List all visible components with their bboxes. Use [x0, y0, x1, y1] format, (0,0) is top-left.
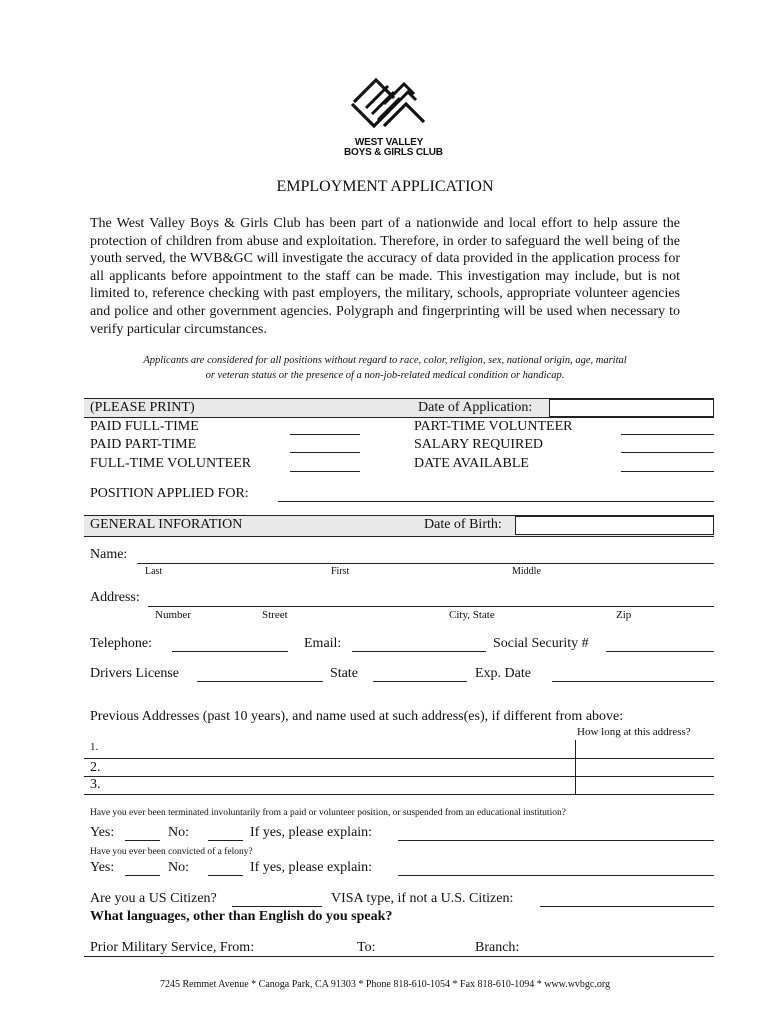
- visa-field[interactable]: [540, 906, 714, 907]
- telephone-field[interactable]: [172, 651, 288, 652]
- terminated-no-field[interactable]: [208, 840, 243, 841]
- full-time-volunteer-field[interactable]: [290, 471, 360, 472]
- eeo-statement-line1: Applicants are considered for all positions without regard to race, color, religion, sex, national origin, age, marital: [143, 355, 627, 366]
- part-time-volunteer-label: PART-TIME VOLUNTEER: [414, 419, 573, 434]
- divider: [84, 758, 714, 759]
- divider: [84, 417, 714, 418]
- divider: [84, 776, 714, 777]
- date-of-birth-label: Date of Birth:: [424, 517, 502, 532]
- terminated-question: Have you ever been terminated involuntarily from a paid or volunteer position, or suspended from an educational institution?: [90, 808, 566, 818]
- salary-required-field[interactable]: [621, 452, 714, 453]
- divider: [575, 740, 576, 794]
- military-to-label: To:: [357, 940, 376, 955]
- address-zip-caption: Zip: [616, 609, 632, 621]
- paid-full-time-field[interactable]: [290, 434, 360, 435]
- page-title: EMPLOYMENT APPLICATION: [276, 178, 494, 195]
- previous-address-row-2: 2.: [90, 760, 101, 775]
- email-label: Email:: [304, 636, 342, 651]
- address-field[interactable]: [148, 606, 714, 607]
- previous-addresses-label: Previous Addresses (past 10 years), and name used at such address(es), if different from above:: [90, 709, 624, 724]
- convicted-no-field[interactable]: [208, 875, 243, 876]
- convicted-yes-field[interactable]: [125, 875, 160, 876]
- ssn-label: Social Security #: [493, 636, 589, 651]
- military-from-label: Prior Military Service, From:: [90, 940, 255, 955]
- position-applied-field[interactable]: [278, 501, 714, 502]
- convicted-no-label: No:: [168, 860, 189, 875]
- previous-address-row-3: 3.: [90, 777, 101, 792]
- divider: [84, 794, 714, 795]
- footer-contact: 7245 Remmet Avenue * Canoga Park, CA 91303 * Phone 818-610-1054 * Fax 818-610-1094 * www.wvbgc.org: [159, 979, 611, 990]
- date-available-field[interactable]: [621, 471, 714, 472]
- name-field[interactable]: [137, 563, 714, 564]
- name-label: Name:: [90, 547, 128, 562]
- paid-part-time-label: PAID PART-TIME: [90, 437, 197, 452]
- us-citizen-field[interactable]: [232, 906, 322, 907]
- intro-paragraph: The West Valley Boys & Girls Club has been part of a nationwide and local effort to help assure the protection of children from abuse and exploitation. Therefore, in order to safeguard the well being of the youth served, the WVB&GC will investigate the accuracy of data provided in the application process for all applicants before appointment to the staff can be made. This investigation may include, but is not limited to, reference checking with past employers, the military, schools, appropriate volunteer agencies and police and other government agencies. Polygraph and fingerprinting will be used when necessary to verify particular circumstances.: [90, 216, 680, 337]
- please-print-label: (PLEASE PRINT): [90, 400, 195, 415]
- exp-date-field[interactable]: [552, 681, 714, 682]
- club-logo: [344, 74, 443, 158]
- convicted-yes-label: Yes:: [90, 860, 115, 875]
- paid-full-time-label: PAID FULL-TIME: [90, 419, 199, 434]
- military-branch-label: Branch:: [475, 940, 520, 955]
- full-time-volunteer-label: FULL-TIME VOLUNTEER: [90, 456, 252, 471]
- name-last-caption: Last: [145, 566, 163, 577]
- drivers-license-label: Drivers License: [90, 666, 180, 681]
- address-street-caption: Street: [262, 609, 288, 621]
- logo-text-line1: WEST VALLEY: [354, 137, 424, 148]
- email-field[interactable]: [352, 651, 486, 652]
- terminated-yes-field[interactable]: [125, 840, 160, 841]
- us-citizen-label: Are you a US Citizen?: [90, 891, 217, 906]
- general-info-header: GENERAL INFORATION: [90, 517, 243, 532]
- convicted-explain-label: If yes, please explain:: [250, 860, 373, 875]
- terminated-explain-label: If yes, please explain:: [250, 825, 373, 840]
- salary-required-label: SALARY REQUIRED: [414, 437, 543, 452]
- name-first-caption: First: [331, 566, 350, 577]
- divider: [84, 536, 714, 537]
- name-middle-caption: Middle: [512, 566, 541, 577]
- visa-label: VISA type, if not a U.S. Citizen:: [331, 891, 514, 906]
- logo-text-line2: BOYS & GIRLS CLUB: [344, 147, 443, 158]
- address-city-caption: City, State: [449, 609, 495, 621]
- terminated-yes-label: Yes:: [90, 825, 115, 840]
- convicted-question: Have you ever been convicted of a felony?: [90, 847, 253, 857]
- previous-address-row-1: 1.: [90, 741, 99, 753]
- convicted-explain-field[interactable]: [398, 875, 714, 876]
- eeo-statement-line2: or veteran status or the presence of a non-job-related medical condition or handicap.: [205, 370, 565, 381]
- position-applied-label: POSITION APPLIED FOR:: [90, 486, 249, 501]
- state-label: State: [330, 666, 358, 681]
- terminated-no-label: No:: [168, 825, 189, 840]
- date-of-birth-field[interactable]: [515, 516, 714, 535]
- paid-part-time-field[interactable]: [290, 452, 360, 453]
- how-long-label: How long at this address?: [577, 726, 691, 738]
- terminated-explain-field[interactable]: [398, 840, 714, 841]
- telephone-label: Telephone:: [90, 636, 152, 651]
- address-label: Address:: [90, 590, 140, 605]
- date-of-application-label: Date of Application:: [418, 400, 533, 415]
- part-time-volunteer-field[interactable]: [621, 434, 714, 435]
- date-of-application-field[interactable]: [549, 399, 714, 417]
- address-number-caption: Number: [155, 609, 192, 621]
- club-emblem-icon: [344, 74, 434, 132]
- exp-date-label: Exp. Date: [475, 666, 531, 681]
- military-service-field[interactable]: [84, 956, 714, 957]
- drivers-license-field[interactable]: [197, 681, 323, 682]
- state-field[interactable]: [373, 681, 467, 682]
- languages-label: What languages, other than English do you speak?: [90, 909, 393, 924]
- ssn-field[interactable]: [606, 651, 714, 652]
- date-available-label: DATE AVAILABLE: [414, 456, 529, 471]
